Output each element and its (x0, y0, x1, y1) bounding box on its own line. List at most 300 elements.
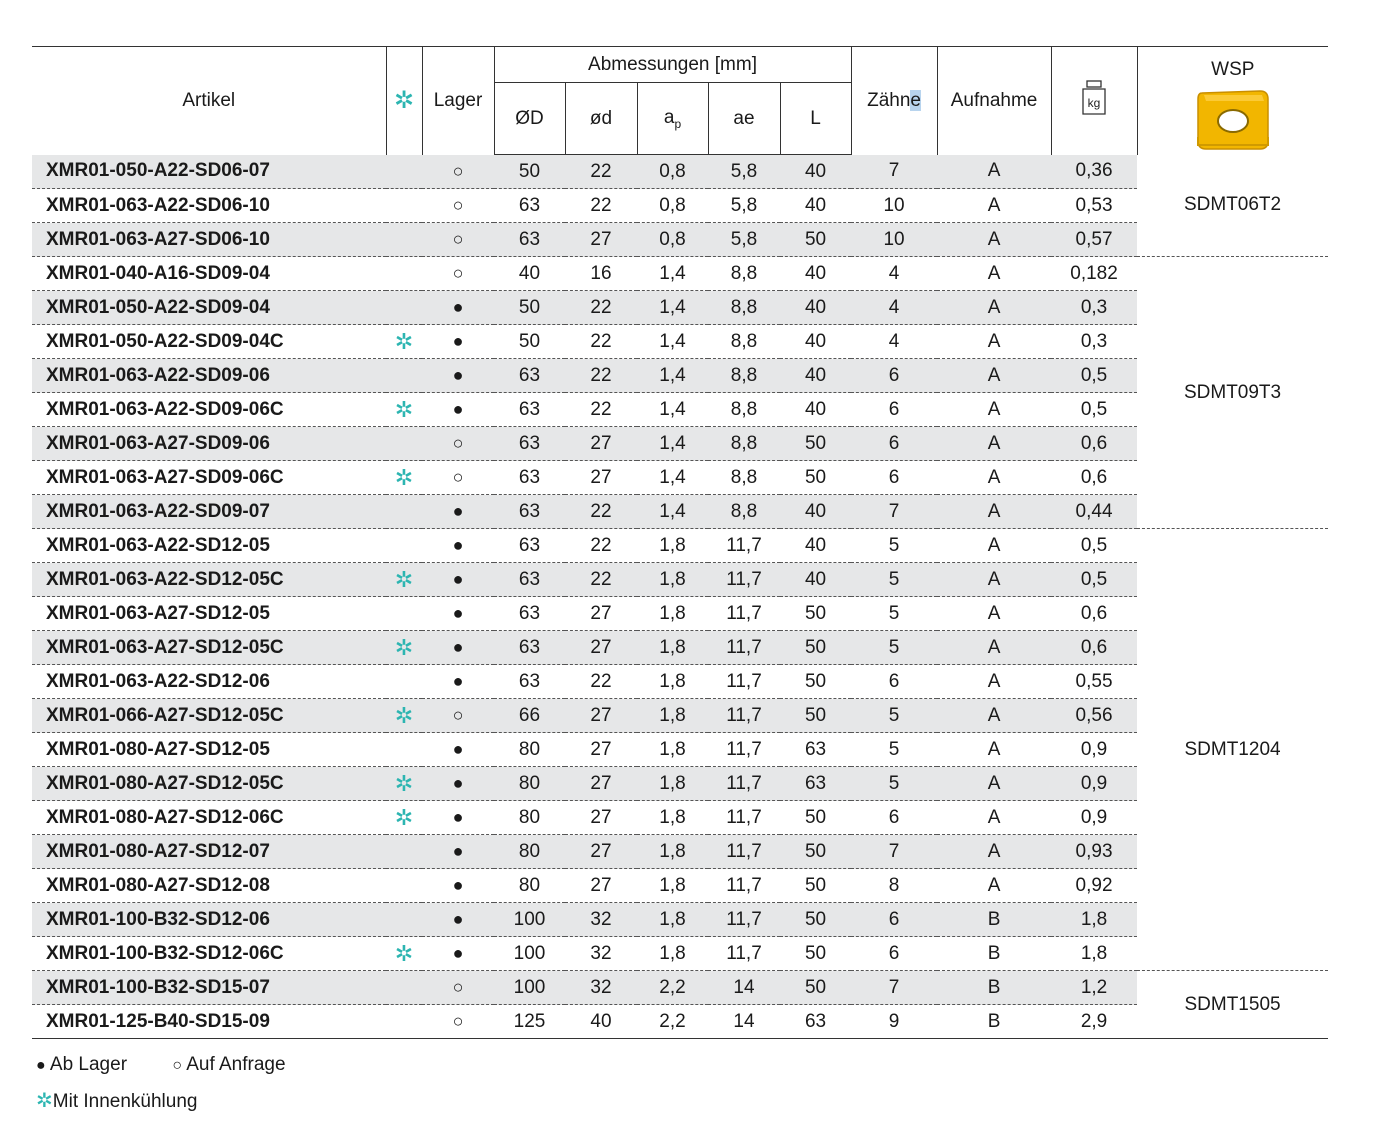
cell-ap: 1,4 (637, 427, 708, 461)
cell-artikel: XMR01-063-A22-SD06-10 (32, 189, 386, 223)
cell-weight: 0,182 (1051, 257, 1137, 291)
cell-cooling (386, 971, 422, 1005)
cell-L: 50 (780, 223, 851, 257)
cell-cooling (386, 767, 422, 801)
cell-cooling (386, 699, 422, 733)
cell-D: 80 (494, 835, 565, 869)
cell-ae: 8,8 (708, 427, 780, 461)
cell-d: 27 (565, 461, 637, 495)
cell-cooling (386, 495, 422, 529)
table-row (32, 495, 1328, 529)
col-abmessungen: Abmessungen [mm] (494, 47, 851, 83)
cell-artikel: XMR01-050-A22-SD06-07 (32, 155, 386, 189)
cell-lager: ● (422, 665, 494, 699)
cell-ae: 8,8 (708, 359, 780, 393)
cell-lager: ● (422, 529, 494, 563)
cell-ae: 11,7 (708, 665, 780, 699)
table-row (32, 461, 1328, 495)
cell-zaehne: 5 (851, 631, 937, 665)
cell-L: 63 (780, 733, 851, 767)
cell-lager: ● (422, 597, 494, 631)
table-row (32, 223, 1328, 257)
cell-ae: 11,7 (708, 631, 780, 665)
cell-lager: ○ (422, 971, 494, 1005)
insert-icon (1194, 87, 1272, 153)
cell-D: 63 (494, 529, 565, 563)
cell-D: 66 (494, 699, 565, 733)
cell-ae: 11,7 (708, 801, 780, 835)
cell-D: 63 (494, 461, 565, 495)
table-row (32, 665, 1328, 699)
cell-cooling (386, 903, 422, 937)
cell-artikel: XMR01-100-B32-SD15-07 (32, 971, 386, 1005)
cell-cooling (386, 869, 422, 903)
cell-lager: ● (422, 767, 494, 801)
cell-artikel: XMR01-063-A22-SD09-06 (32, 359, 386, 393)
cell-ae: 11,7 (708, 903, 780, 937)
cell-L: 50 (780, 427, 851, 461)
cell-D: 63 (494, 597, 565, 631)
cell-lager: ● (422, 359, 494, 393)
zaehne-label-selected: e (910, 89, 921, 111)
cell-wsp: SDMT09T3 (1137, 257, 1328, 529)
col-ae: ae (708, 83, 780, 155)
cell-zaehne: 6 (851, 461, 937, 495)
cell-aufnahme: B (937, 971, 1051, 1005)
cell-L: 40 (780, 529, 851, 563)
cell-D: 63 (494, 393, 565, 427)
cell-L: 40 (780, 495, 851, 529)
cell-aufnahme: A (937, 835, 1051, 869)
cell-weight: 1,8 (1051, 903, 1137, 937)
cell-zaehne: 6 (851, 903, 937, 937)
cell-artikel: XMR01-080-A27-SD12-07 (32, 835, 386, 869)
col-D: ØD (494, 83, 565, 155)
cell-aufnahme: A (937, 291, 1051, 325)
snowflake-icon: ✲ (394, 702, 414, 728)
cell-zaehne: 7 (851, 835, 937, 869)
cell-d: 27 (565, 733, 637, 767)
cell-ae: 8,8 (708, 393, 780, 427)
cell-d: 27 (565, 223, 637, 257)
hollow-dot-icon: ○ (172, 1057, 182, 1074)
cell-zaehne: 10 (851, 223, 937, 257)
cell-ae: 11,7 (708, 529, 780, 563)
cell-lager: ● (422, 903, 494, 937)
table-row (32, 189, 1328, 223)
cell-aufnahme: A (937, 393, 1051, 427)
cell-L: 50 (780, 835, 851, 869)
cell-weight: 0,3 (1051, 291, 1137, 325)
cell-artikel: XMR01-066-A27-SD12-05C (32, 699, 386, 733)
cell-weight: 0,5 (1051, 563, 1137, 597)
cell-ae: 11,7 (708, 937, 780, 971)
cell-D: 63 (494, 359, 565, 393)
cell-d: 22 (565, 495, 637, 529)
snowflake-icon: ✲ (394, 396, 414, 422)
snowflake-icon: ✲ (394, 634, 414, 660)
cell-lager: ● (422, 325, 494, 359)
svg-text:kg: kg (1087, 95, 1101, 110)
cell-zaehne: 6 (851, 801, 937, 835)
table-row (32, 427, 1328, 461)
cell-L: 50 (780, 631, 851, 665)
cell-aufnahme: B (937, 1005, 1051, 1039)
cell-ae: 11,7 (708, 733, 780, 767)
cell-wsp: SDMT1204 (1137, 529, 1328, 971)
cell-D: 63 (494, 495, 565, 529)
cell-ae: 11,7 (708, 563, 780, 597)
cell-L: 50 (780, 937, 851, 971)
cell-d: 22 (565, 393, 637, 427)
cell-lager: ● (422, 937, 494, 971)
table-row (32, 1005, 1328, 1039)
cell-aufnahme: A (937, 801, 1051, 835)
table-row (32, 529, 1328, 563)
cell-lager: ● (422, 495, 494, 529)
cell-cooling (386, 223, 422, 257)
cell-ap: 1,4 (637, 461, 708, 495)
cell-weight: 1,2 (1051, 971, 1137, 1005)
cell-aufnahme: A (937, 359, 1051, 393)
cell-weight: 0,6 (1051, 427, 1137, 461)
cell-cooling (386, 563, 422, 597)
cell-aufnahme: A (937, 665, 1051, 699)
cell-weight: 2,9 (1051, 1005, 1137, 1039)
cell-zaehne: 5 (851, 597, 937, 631)
wsp-label: WSP (1211, 59, 1255, 80)
cell-L: 40 (780, 155, 851, 189)
cell-ap: 1,4 (637, 325, 708, 359)
cell-cooling (386, 155, 422, 189)
cell-artikel: XMR01-063-A22-SD09-06C (32, 393, 386, 427)
cell-d: 22 (565, 665, 637, 699)
cell-D: 80 (494, 733, 565, 767)
cell-ap: 0,8 (637, 223, 708, 257)
cell-artikel: XMR01-050-A22-SD09-04 (32, 291, 386, 325)
cell-cooling (386, 733, 422, 767)
cell-ap: 1,8 (637, 665, 708, 699)
col-artikel: Artikel (182, 89, 236, 111)
cell-d: 22 (565, 155, 637, 189)
cell-zaehne: 4 (851, 325, 937, 359)
cell-L: 50 (780, 597, 851, 631)
cell-D: 63 (494, 563, 565, 597)
cell-weight: 0,36 (1051, 155, 1137, 189)
cell-wsp: SDMT1505 (1137, 971, 1328, 1039)
cell-d: 27 (565, 835, 637, 869)
cell-zaehne: 9 (851, 1005, 937, 1039)
cell-ap: 1,8 (637, 631, 708, 665)
cell-D: 63 (494, 189, 565, 223)
cell-aufnahme: A (937, 495, 1051, 529)
cell-D: 100 (494, 903, 565, 937)
cell-D: 100 (494, 971, 565, 1005)
cell-weight: 0,3 (1051, 325, 1137, 359)
cell-cooling (386, 801, 422, 835)
legend-request-label: Auf Anfrage (186, 1054, 286, 1075)
cell-ae: 8,8 (708, 325, 780, 359)
cell-weight: 0,56 (1051, 699, 1137, 733)
cell-cooling (386, 529, 422, 563)
cell-artikel: XMR01-063-A22-SD09-07 (32, 495, 386, 529)
cell-ae: 8,8 (708, 257, 780, 291)
cell-D: 80 (494, 869, 565, 903)
cell-d: 32 (565, 903, 637, 937)
table-row (32, 563, 1328, 597)
cell-aufnahme: B (937, 937, 1051, 971)
table-row (32, 937, 1328, 971)
table-row (32, 393, 1328, 427)
cell-D: 63 (494, 223, 565, 257)
cell-cooling (386, 665, 422, 699)
cell-d: 27 (565, 767, 637, 801)
cell-D: 125 (494, 1005, 565, 1039)
cell-ae: 11,7 (708, 869, 780, 903)
cell-ap: 1,8 (637, 529, 708, 563)
cell-cooling (386, 291, 422, 325)
cell-L: 50 (780, 665, 851, 699)
cell-d: 27 (565, 631, 637, 665)
cell-lager: ● (422, 291, 494, 325)
snowflake-icon: ✲ (394, 566, 414, 592)
snowflake-icon: ✲ (394, 804, 414, 830)
cell-D: 50 (494, 155, 565, 189)
table-row (32, 257, 1328, 291)
cell-lager: ○ (422, 461, 494, 495)
cell-ae: 11,7 (708, 597, 780, 631)
ap-subscript: p (674, 116, 682, 131)
legend-cooling-label: Mit Innenkühlung (52, 1091, 198, 1112)
cell-lager: ○ (422, 189, 494, 223)
cell-zaehne: 6 (851, 665, 937, 699)
legend-row-cooling (36, 1088, 286, 1124)
cell-L: 50 (780, 801, 851, 835)
cell-d: 27 (565, 801, 637, 835)
cell-aufnahme: A (937, 189, 1051, 223)
snowflake-icon: ✲ (394, 770, 414, 796)
cell-weight: 0,9 (1051, 767, 1137, 801)
cell-lager: ○ (422, 223, 494, 257)
cell-ap: 1,8 (637, 869, 708, 903)
cell-L: 40 (780, 291, 851, 325)
cell-ap: 1,8 (637, 801, 708, 835)
table-body (32, 155, 1328, 1039)
cell-ap: 1,4 (637, 257, 708, 291)
cell-ap: 1,8 (637, 903, 708, 937)
cell-zaehne: 7 (851, 495, 937, 529)
cell-aufnahme: A (937, 223, 1051, 257)
cell-cooling (386, 359, 422, 393)
cell-ae: 14 (708, 1005, 780, 1039)
table-row (32, 801, 1328, 835)
cell-aufnahme: A (937, 869, 1051, 903)
cell-cooling (386, 325, 422, 359)
cell-artikel: XMR01-080-A27-SD12-05 (32, 733, 386, 767)
cell-cooling (386, 1005, 422, 1039)
col-lager: Lager (422, 47, 494, 155)
cell-artikel: XMR01-080-A27-SD12-06C (32, 801, 386, 835)
weight-icon (1080, 79, 1108, 117)
cell-artikel: XMR01-040-A16-SD09-04 (32, 257, 386, 291)
cell-aufnahme: A (937, 563, 1051, 597)
cell-cooling (386, 427, 422, 461)
cell-ap: 1,4 (637, 495, 708, 529)
cell-artikel: XMR01-100-B32-SD12-06C (32, 937, 386, 971)
cell-weight: 0,9 (1051, 801, 1137, 835)
cell-ae: 5,8 (708, 223, 780, 257)
cell-lager: ● (422, 869, 494, 903)
cell-artikel: XMR01-063-A27-SD12-05C (32, 631, 386, 665)
cell-d: 32 (565, 937, 637, 971)
cell-lager: ● (422, 733, 494, 767)
cell-L: 40 (780, 325, 851, 359)
cell-L: 40 (780, 257, 851, 291)
cell-d: 40 (565, 1005, 637, 1039)
cell-artikel: XMR01-063-A27-SD09-06 (32, 427, 386, 461)
cell-aufnahme: A (937, 733, 1051, 767)
cell-artikel: XMR01-063-A22-SD12-05C (32, 563, 386, 597)
cell-zaehne: 7 (851, 971, 937, 1005)
cell-L: 40 (780, 563, 851, 597)
cell-lager: ○ (422, 427, 494, 461)
cell-artikel: XMR01-080-A27-SD12-08 (32, 869, 386, 903)
col-cooling (386, 47, 422, 155)
cell-D: 50 (494, 291, 565, 325)
cell-cooling (386, 835, 422, 869)
cell-L: 50 (780, 461, 851, 495)
cell-ae: 11,7 (708, 699, 780, 733)
cell-artikel: XMR01-063-A27-SD12-05 (32, 597, 386, 631)
cell-ae: 11,7 (708, 767, 780, 801)
cell-D: 63 (494, 665, 565, 699)
cell-ap: 0,8 (637, 155, 708, 189)
cell-lager: ○ (422, 1005, 494, 1039)
cell-ap: 1,4 (637, 393, 708, 427)
table-row (32, 325, 1328, 359)
cell-cooling (386, 597, 422, 631)
cell-aufnahme: A (937, 257, 1051, 291)
cell-artikel: XMR01-050-A22-SD09-04C (32, 325, 386, 359)
cell-artikel: XMR01-125-B40-SD15-09 (32, 1005, 386, 1039)
cell-weight: 0,6 (1051, 631, 1137, 665)
snowflake-icon: ✲ (394, 328, 414, 354)
table-row (32, 903, 1328, 937)
cell-ap: 1,8 (637, 767, 708, 801)
cell-aufnahme: A (937, 631, 1051, 665)
cell-lager: ● (422, 631, 494, 665)
cell-aufnahme: A (937, 529, 1051, 563)
col-ap (637, 83, 708, 155)
cell-weight: 0,6 (1051, 461, 1137, 495)
cell-cooling (386, 189, 422, 223)
cell-weight: 0,9 (1051, 733, 1137, 767)
cell-weight: 0,44 (1051, 495, 1137, 529)
cell-ap: 1,4 (637, 359, 708, 393)
cell-ap: 1,8 (637, 835, 708, 869)
cell-d: 27 (565, 427, 637, 461)
cell-zaehne: 5 (851, 699, 937, 733)
filled-dot-icon: ● (36, 1057, 46, 1074)
cell-aufnahme: A (937, 597, 1051, 631)
col-weight (1051, 47, 1137, 155)
cell-ap: 1,8 (637, 937, 708, 971)
cell-D: 63 (494, 427, 565, 461)
zaehne-label: Zähn (867, 89, 911, 111)
cell-d: 22 (565, 189, 637, 223)
cell-zaehne: 5 (851, 733, 937, 767)
col-zaehne (851, 47, 937, 155)
cell-artikel: XMR01-063-A27-SD09-06C (32, 461, 386, 495)
cell-ap: 1,4 (637, 291, 708, 325)
cell-d: 22 (565, 359, 637, 393)
cell-L: 63 (780, 767, 851, 801)
cell-lager: ● (422, 563, 494, 597)
cell-ap: 2,2 (637, 1005, 708, 1039)
cell-zaehne: 5 (851, 529, 937, 563)
cell-weight: 0,57 (1051, 223, 1137, 257)
cell-ae: 8,8 (708, 461, 780, 495)
cell-ap: 2,2 (637, 971, 708, 1005)
col-aufnahme: Aufnahme (937, 47, 1051, 155)
cell-zaehne: 7 (851, 155, 937, 189)
snowflake-icon: ✲ (36, 1090, 53, 1112)
cell-cooling (386, 631, 422, 665)
snowflake-icon: ✲ (394, 940, 414, 966)
cell-ae: 11,7 (708, 835, 780, 869)
cell-cooling (386, 461, 422, 495)
cell-d: 22 (565, 563, 637, 597)
cell-zaehne: 6 (851, 393, 937, 427)
cell-ae: 14 (708, 971, 780, 1005)
cell-ap: 1,8 (637, 699, 708, 733)
cell-artikel: XMR01-063-A22-SD12-05 (32, 529, 386, 563)
cell-artikel: XMR01-063-A22-SD12-06 (32, 665, 386, 699)
cell-ae: 5,8 (708, 189, 780, 223)
product-table (32, 46, 1328, 1039)
cell-wsp: SDMT06T2 (1137, 155, 1328, 257)
cell-aufnahme: A (937, 767, 1051, 801)
cell-zaehne: 5 (851, 563, 937, 597)
cell-ae: 8,8 (708, 291, 780, 325)
table-row (32, 733, 1328, 767)
cell-ae: 5,8 (708, 155, 780, 189)
cell-d: 32 (565, 971, 637, 1005)
cell-artikel: XMR01-100-B32-SD12-06 (32, 903, 386, 937)
cell-weight: 0,6 (1051, 597, 1137, 631)
cell-ae: 8,8 (708, 495, 780, 529)
cell-weight: 0,5 (1051, 529, 1137, 563)
cell-L: 40 (780, 189, 851, 223)
cell-cooling (386, 937, 422, 971)
cell-aufnahme: B (937, 903, 1051, 937)
cell-L: 50 (780, 699, 851, 733)
cell-zaehne: 8 (851, 869, 937, 903)
cell-zaehne: 6 (851, 937, 937, 971)
cell-lager: ○ (422, 257, 494, 291)
cell-weight: 0,5 (1051, 393, 1137, 427)
cell-aufnahme: A (937, 699, 1051, 733)
cell-lager: ○ (422, 155, 494, 189)
cell-cooling (386, 257, 422, 291)
cell-zaehne: 10 (851, 189, 937, 223)
table-row (32, 155, 1328, 189)
cell-d: 16 (565, 257, 637, 291)
cell-aufnahme: A (937, 461, 1051, 495)
snowflake-icon: ✲ (393, 87, 415, 115)
cell-cooling (386, 393, 422, 427)
cell-D: 80 (494, 801, 565, 835)
